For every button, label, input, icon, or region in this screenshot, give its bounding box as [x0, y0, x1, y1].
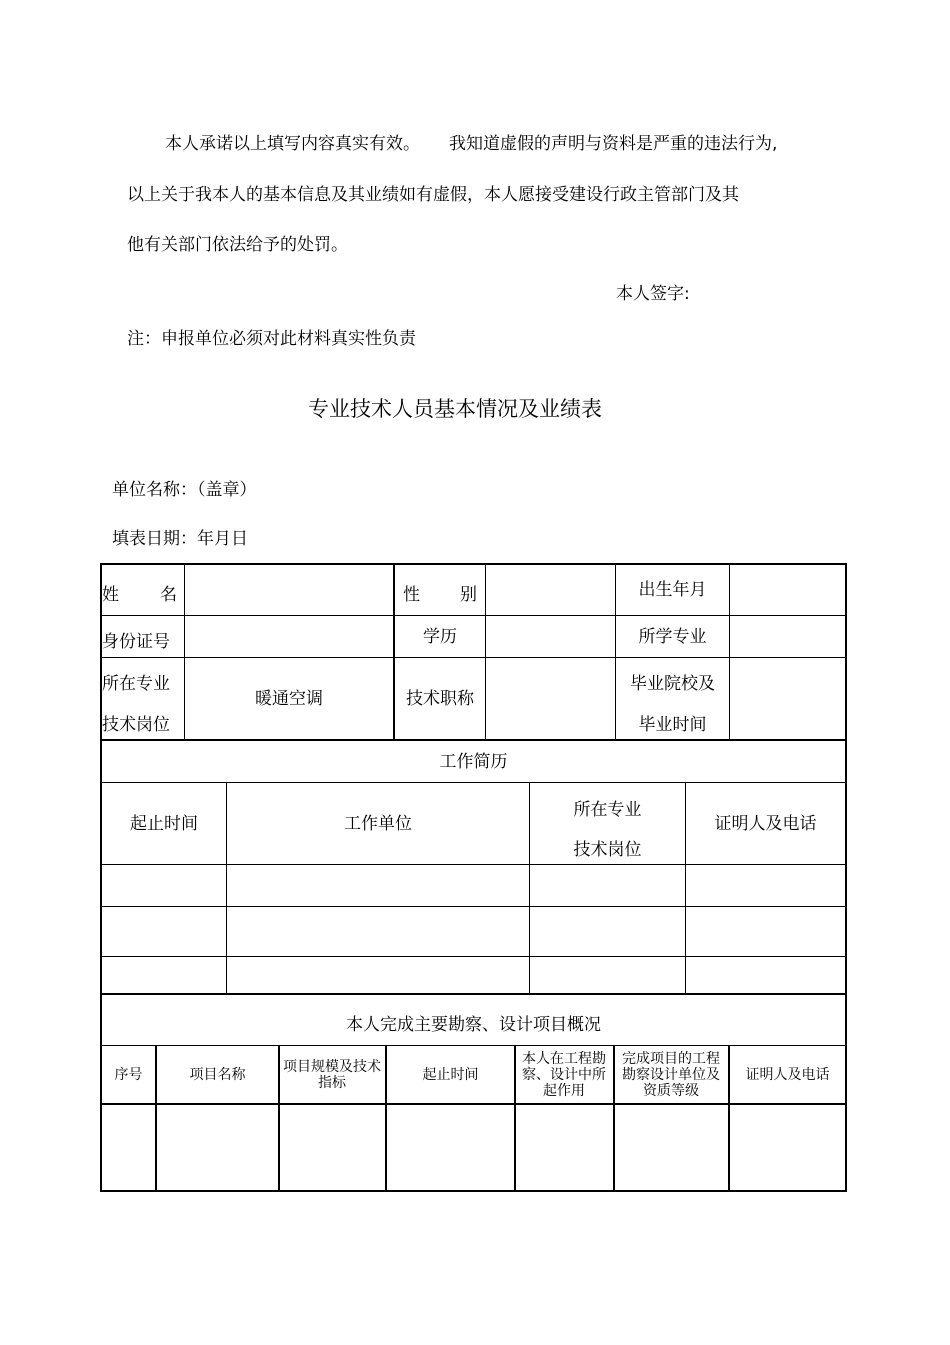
proj-col-divider [613, 1045, 615, 1192]
work-row-divider [100, 864, 847, 865]
label-post-line2: 技术岗位 [102, 715, 170, 735]
label-tech-title: 技术职称 [406, 688, 474, 709]
col-proj-period: 起止时间 [422, 1066, 479, 1083]
label-school-line2: 毕业时间 [638, 715, 707, 735]
work-border-bottom [100, 993, 847, 995]
proj-col-divider [278, 1045, 280, 1192]
basic-col-divider [729, 563, 730, 740]
label-school-line1: 毕业院校及 [630, 674, 715, 694]
col-proj-org: 完成项目的工程勘察设计单位及资质等级 [622, 1050, 720, 1099]
declaration-line1b: 我知道虚假的声明与资料是严重的违法行为, [449, 134, 778, 154]
label-major: 所学专业 [638, 626, 707, 647]
col-proj-scale: 项目规模及技术指标 [283, 1058, 381, 1091]
label-birth: 出生年月 [638, 580, 707, 600]
col-proj-role: 本人在工程勘察、设计中所起作用 [522, 1050, 606, 1099]
proj-row-divider [100, 1103, 847, 1105]
value-post: 暖通空调 [255, 688, 323, 709]
basic-border-top [100, 563, 847, 565]
col-proj-no: 序号 [114, 1066, 143, 1083]
declaration-line3: 他有关部门依法给予的处罚。 [127, 235, 348, 255]
signature-label: 本人签字: [616, 284, 690, 304]
col-proj-witness: 证明人及电话 [745, 1066, 830, 1083]
label-name-a: 姓 [102, 585, 119, 605]
col-work-employer: 工作单位 [344, 813, 412, 834]
basic-col-divider [485, 563, 486, 740]
label-gender-a: 性 [403, 585, 420, 605]
declaration-line1a: 本人承诺以上填写内容真实有效。 [165, 134, 420, 154]
form-title: 专业技术人员基本情况及业绩表 [308, 397, 602, 421]
unit-name-label: 单位名称：（盖章） [112, 480, 257, 500]
proj-border-bottom [100, 1190, 847, 1192]
proj-col-divider [514, 1045, 516, 1192]
label-gender-b: 别 [460, 585, 477, 605]
label-post-line1: 所在专业 [102, 674, 170, 694]
work-history-heading: 工作简历 [439, 751, 508, 772]
label-name-b: 名 [160, 585, 177, 605]
col-work-post-line1: 所在专业 [573, 800, 642, 820]
basic-border-right [845, 563, 847, 740]
col-proj-name: 项目名称 [189, 1066, 246, 1083]
projects-heading: 本人完成主要勘察、设计项目概况 [346, 1015, 601, 1035]
proj-border-right [845, 994, 847, 1192]
col-work-period: 起止时间 [130, 813, 198, 834]
col-work-post-line2: 技术岗位 [573, 840, 642, 860]
label-id-number: 身份证号 [102, 632, 170, 652]
work-border-right [845, 740, 847, 995]
fill-date-label: 填表日期：年月日 [112, 529, 248, 549]
note-text: 注：申报单位必须对此材料真实性负责 [127, 329, 416, 349]
work-row-divider [100, 956, 847, 957]
label-education: 学历 [423, 626, 457, 647]
work-row-divider [100, 906, 847, 907]
col-work-witness: 证明人及电话 [714, 813, 817, 834]
declaration-line2: 以上关于我本人的基本信息及其业绩如有虚假，本人愿接受建设行政主管部门及其 [127, 185, 739, 205]
